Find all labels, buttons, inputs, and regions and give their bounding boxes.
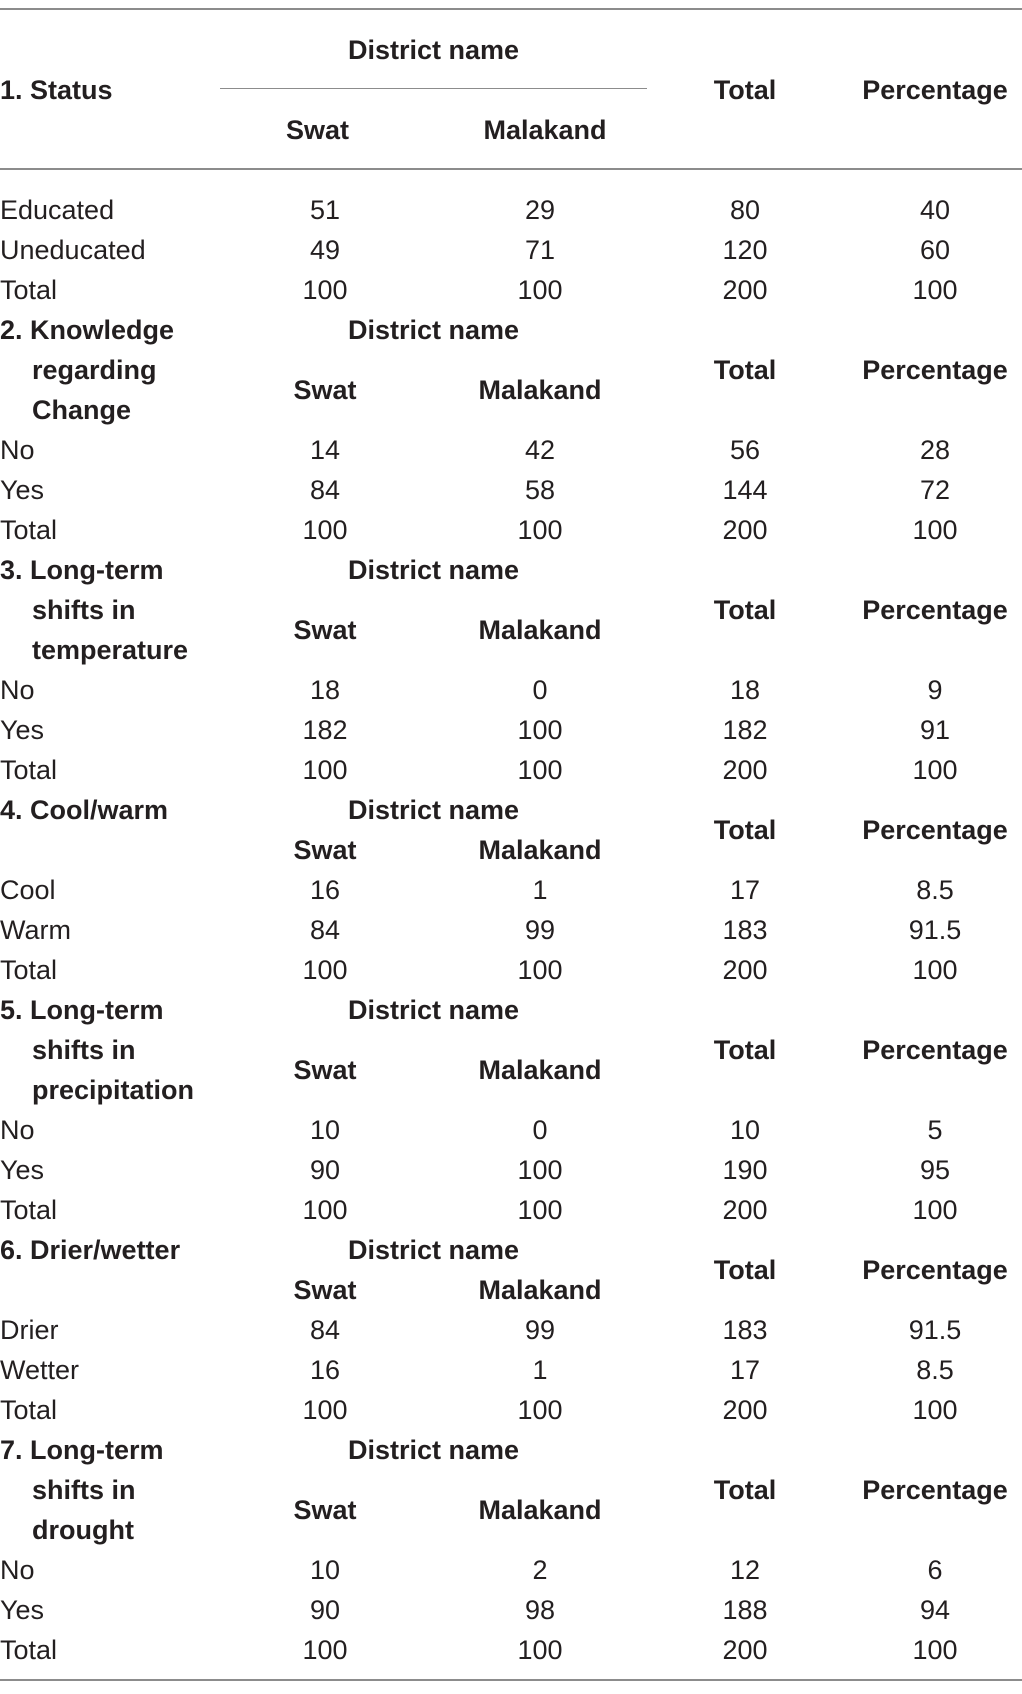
swat-value: 84 — [309, 475, 341, 505]
section-title: regarding — [32, 355, 157, 385]
district-name-heading: District name — [347, 35, 520, 65]
malakand-value: 100 — [517, 515, 563, 545]
malakand-value: 42 — [524, 435, 556, 465]
percentage-heading: Percentage — [862, 1035, 1008, 1065]
row-label: Warm — [0, 915, 71, 945]
malakand-value: 99 — [524, 915, 556, 945]
section-title: shifts in — [32, 1035, 136, 1065]
percentage-value: 100 — [912, 515, 958, 545]
malakand-value: 100 — [517, 275, 563, 305]
percentage-value: 100 — [912, 955, 958, 985]
malakand-heading: Malakand — [478, 1275, 602, 1305]
total-heading: Total — [713, 1255, 777, 1285]
row-label: No — [0, 675, 35, 705]
percentage-value: 8.5 — [916, 875, 954, 905]
total-value: 10 — [729, 1115, 761, 1145]
swat-value: 10 — [309, 1115, 341, 1145]
row-label: Yes — [0, 1155, 45, 1185]
total-value: 188 — [722, 1595, 768, 1625]
row-label: Total — [0, 515, 58, 545]
malakand-value: 100 — [517, 715, 563, 745]
swat-value: 84 — [309, 1315, 341, 1345]
malakand-value: 100 — [517, 1195, 563, 1225]
swat-value: 16 — [309, 875, 341, 905]
percentage-heading: Percentage — [862, 1255, 1008, 1285]
swat-value: 100 — [302, 1395, 348, 1425]
swat-value: 90 — [309, 1595, 341, 1625]
total-heading: Total — [713, 355, 777, 385]
row-label: No — [0, 1115, 35, 1145]
total-heading: Total — [713, 1475, 777, 1505]
malakand-heading: Malakand — [478, 375, 602, 405]
section-title: 4. Cool/warm — [0, 795, 169, 825]
malakand-value: 100 — [517, 955, 563, 985]
total-heading: Total — [713, 595, 777, 625]
total-value: 190 — [722, 1155, 768, 1185]
district-name-heading: District name — [347, 315, 520, 345]
total-value: 200 — [722, 955, 768, 985]
swat-value: 100 — [302, 515, 348, 545]
percentage-value: 94 — [919, 1595, 951, 1625]
malakand-heading: Malakand — [478, 835, 602, 865]
percentage-value: 100 — [912, 1395, 958, 1425]
swat-heading: Swat — [293, 375, 357, 405]
swat-value: 100 — [302, 955, 348, 985]
malakand-value: 100 — [517, 1155, 563, 1185]
total-value: 200 — [722, 755, 768, 785]
section-title: 5. Long-term — [0, 995, 164, 1025]
total-value: 200 — [722, 1635, 768, 1665]
percentage-value: 8.5 — [916, 1355, 954, 1385]
section-title: 2. Knowledge — [0, 315, 175, 345]
total-value: 80 — [729, 195, 761, 225]
section-title: 7. Long-term — [0, 1435, 164, 1465]
percentage-value: 91.5 — [908, 1315, 962, 1345]
row-label: Wetter — [0, 1355, 80, 1385]
malakand-value: 1 — [532, 1355, 548, 1385]
malakand-value: 2 — [532, 1555, 548, 1585]
section-title: 3. Long-term — [0, 555, 164, 585]
percentage-value: 100 — [912, 1635, 958, 1665]
malakand-heading: Malakand — [478, 1495, 602, 1525]
percentage-value: 5 — [927, 1115, 943, 1145]
total-value: 200 — [722, 1395, 768, 1425]
malakand-heading: Malakand — [478, 1055, 602, 1085]
district-name-heading: District name — [347, 995, 520, 1025]
row-label: Total — [0, 955, 58, 985]
swat-heading: Swat — [285, 115, 350, 145]
status-heading: 1. Status — [0, 75, 113, 105]
district-name-heading: District name — [347, 795, 520, 825]
total-value: 144 — [722, 475, 768, 505]
malakand-heading: Malakand — [483, 115, 607, 145]
district-name-heading: District name — [347, 555, 520, 585]
malakand-value: 71 — [524, 235, 556, 265]
percentage-value: 100 — [912, 275, 958, 305]
section-title: temperature — [32, 635, 189, 665]
swat-value: 100 — [302, 1635, 348, 1665]
row-label: Yes — [0, 1595, 45, 1625]
percentage-value: 100 — [912, 755, 958, 785]
percentage-heading: Percentage — [862, 595, 1008, 625]
percentage-value: 95 — [919, 1155, 951, 1185]
row-label: Educated — [0, 195, 115, 225]
percentage-value: 60 — [919, 235, 951, 265]
swat-value: 84 — [309, 915, 341, 945]
swat-value: 90 — [309, 1155, 341, 1185]
bottom-rule — [0, 1679, 1022, 1681]
total-value: 56 — [729, 435, 761, 465]
row-label: Uneducated — [0, 235, 146, 265]
section-title: Change — [32, 395, 132, 425]
percentage-heading: Percentage — [862, 1475, 1008, 1505]
malakand-value: 99 — [524, 1315, 556, 1345]
district-name-heading: District name — [347, 1235, 520, 1265]
swat-heading: Swat — [293, 1495, 357, 1525]
malakand-value: 100 — [517, 1635, 563, 1665]
total-value: 183 — [722, 915, 768, 945]
malakand-value: 98 — [524, 1595, 556, 1625]
percentage-heading: Percentage — [862, 355, 1008, 385]
swat-value: 16 — [309, 1355, 341, 1385]
row-label: Total — [0, 275, 58, 305]
total-heading: Total — [713, 815, 777, 845]
malakand-value: 100 — [517, 755, 563, 785]
swat-heading: Swat — [293, 615, 357, 645]
total-value: 183 — [722, 1315, 768, 1345]
percentage-value: 40 — [919, 195, 951, 225]
swat-value: 14 — [309, 435, 341, 465]
malakand-value: 100 — [517, 1395, 563, 1425]
total-heading: Total — [713, 1035, 777, 1065]
row-label: Total — [0, 1195, 58, 1225]
percentage-value: 91 — [919, 715, 951, 745]
percentage-value: 100 — [912, 1195, 958, 1225]
total-value: 17 — [729, 1355, 761, 1385]
district-rule — [220, 88, 647, 89]
row-label: Yes — [0, 475, 45, 505]
swat-value: 18 — [309, 675, 341, 705]
malakand-value: 29 — [524, 195, 556, 225]
total-value: 12 — [729, 1555, 761, 1585]
district-name-heading: District name — [347, 1435, 520, 1465]
percentage-value: 28 — [919, 435, 951, 465]
percentage-value: 6 — [927, 1555, 943, 1585]
malakand-value: 1 — [532, 875, 548, 905]
section-title: shifts in — [32, 1475, 136, 1505]
malakand-value: 58 — [524, 475, 556, 505]
swat-value: 100 — [302, 275, 348, 305]
total-value: 200 — [722, 1195, 768, 1225]
malakand-value: 0 — [532, 675, 548, 705]
total-value: 18 — [729, 675, 761, 705]
row-label: Drier — [0, 1315, 59, 1345]
percentage-heading: Percentage — [862, 75, 1008, 105]
row-label: Total — [0, 1635, 58, 1665]
row-label: No — [0, 1555, 35, 1585]
top-rule — [0, 8, 1022, 10]
swat-value: 100 — [302, 1195, 348, 1225]
total-value: 200 — [722, 515, 768, 545]
percentage-value: 9 — [927, 675, 943, 705]
swat-value: 51 — [309, 195, 341, 225]
total-heading: Total — [713, 75, 777, 105]
swat-value: 182 — [302, 715, 348, 745]
malakand-heading: Malakand — [478, 615, 602, 645]
swat-heading: Swat — [293, 1275, 357, 1305]
swat-value: 100 — [302, 755, 348, 785]
total-value: 200 — [722, 275, 768, 305]
percentage-value: 72 — [919, 475, 951, 505]
total-value: 182 — [722, 715, 768, 745]
swat-heading: Swat — [293, 1055, 357, 1085]
section-title: shifts in — [32, 595, 136, 625]
swat-value: 10 — [309, 1555, 341, 1585]
swat-value: 49 — [309, 235, 341, 265]
row-label: No — [0, 435, 35, 465]
section-title: drought — [32, 1515, 134, 1545]
section-title: precipitation — [32, 1075, 195, 1105]
header-rule — [0, 168, 1022, 170]
row-label: Yes — [0, 715, 45, 745]
total-value: 120 — [722, 235, 768, 265]
swat-heading: Swat — [293, 835, 357, 865]
section-title: 6. Drier/wetter — [0, 1235, 181, 1265]
row-label: Total — [0, 1395, 58, 1425]
total-value: 17 — [729, 875, 761, 905]
percentage-heading: Percentage — [862, 815, 1008, 845]
row-label: Total — [0, 755, 58, 785]
percentage-value: 91.5 — [908, 915, 962, 945]
malakand-value: 0 — [532, 1115, 548, 1145]
row-label: Cool — [0, 875, 56, 905]
